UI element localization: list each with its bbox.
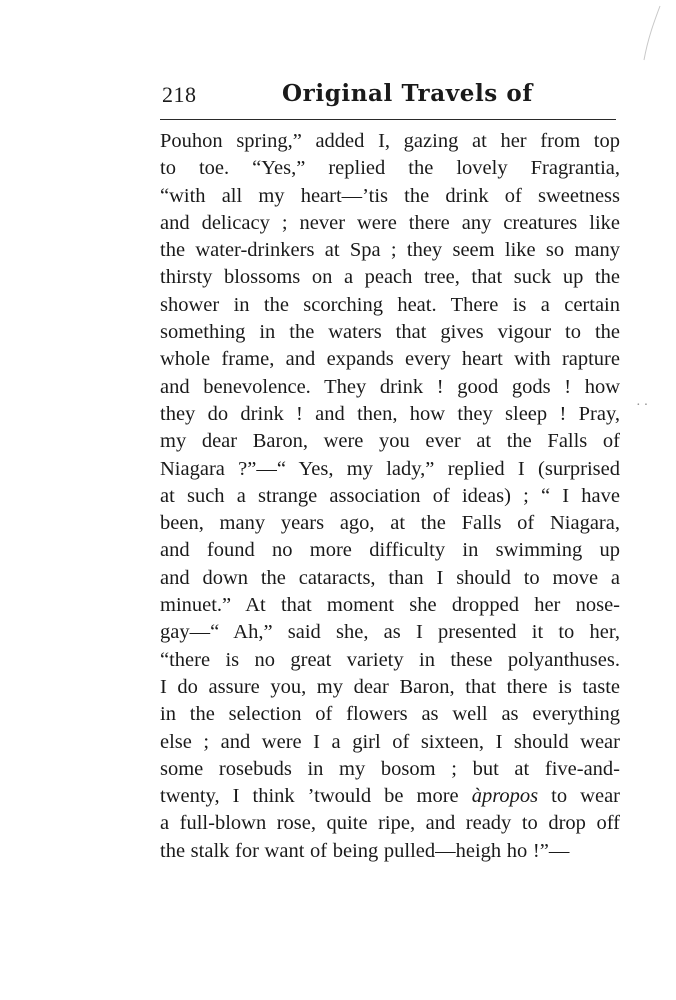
- text-line: shower in the scorching heat. There is a certain: [160, 293, 620, 316]
- running-title: Original Travels of: [282, 80, 533, 107]
- text-line: I do assure you, my dear Baron, that there is taste: [160, 675, 620, 698]
- text-line-with-italic: [160, 783, 620, 810]
- text-line: my dear Baron, were you ever at the Falls of: [160, 430, 620, 453]
- page-number: 218: [162, 82, 197, 107]
- text-line: minuet.” At that moment she dropped her nose-: [160, 594, 620, 617]
- margin-dots: ··: [636, 398, 652, 413]
- text-line: whole frame, and expands every heart with rapture: [160, 348, 620, 371]
- text-line: “there is no great variety in these polyanthuses.: [160, 648, 620, 671]
- text-line: some rosebuds in my bosom ; but at five-and-: [160, 757, 620, 780]
- text-line: been, many years ago, at the Falls of Niagara,: [160, 512, 620, 535]
- text-line: thirsty blossoms on a peach tree, that suck up the: [160, 266, 620, 289]
- text-line: and delicacy ; never were there any creatures like: [160, 211, 620, 234]
- text-line: the water-drinkers at Spa ; they seem like so many: [160, 239, 620, 262]
- text-line: to toe. “Yes,” replied the lovely Fragrantia,: [160, 157, 620, 180]
- text-line: they do drink ! and then, how they sleep ! Pray,: [160, 402, 620, 425]
- text-line: something in the waters that gives vigour to the: [160, 321, 620, 344]
- body-text: [160, 128, 620, 865]
- text-line: and benevolence. They drink ! good gods ! how: [160, 375, 620, 398]
- text-line: in the selection of flowers as well as everything: [160, 703, 620, 726]
- text-segment: to wear: [538, 785, 620, 808]
- text-line: the stalk for want of being pulled—heigh ho !”—: [160, 839, 570, 862]
- text-line: “with all my heart—’tis the drink of sweetness: [160, 184, 620, 207]
- corner-pencil-mark: [640, 4, 664, 64]
- text-line: else ; and were I a girl of sixteen, I should wear: [160, 730, 620, 753]
- text-line: and down the cataracts, than I should to move a: [160, 566, 620, 589]
- text-line: Pouhon spring,” added I, gazing at her from top: [160, 130, 620, 152]
- text-line: Niagara ?”—“ Yes, my lady,” replied I (surprised: [160, 457, 620, 480]
- text-segment: twenty, I think ’twould be more: [160, 785, 472, 808]
- italic-word: àpropos: [471, 785, 539, 808]
- text-line: gay—“ Ah,” said she, as I presented it to her,: [160, 621, 620, 644]
- header-rule: [160, 119, 616, 120]
- text-line: at such a strange association of ideas) ; “ I have: [160, 484, 620, 507]
- text-line: and found no more difficulty in swimming up: [160, 539, 620, 562]
- text-line: a full-blown rose, quite ripe, and ready to drop off: [160, 812, 620, 835]
